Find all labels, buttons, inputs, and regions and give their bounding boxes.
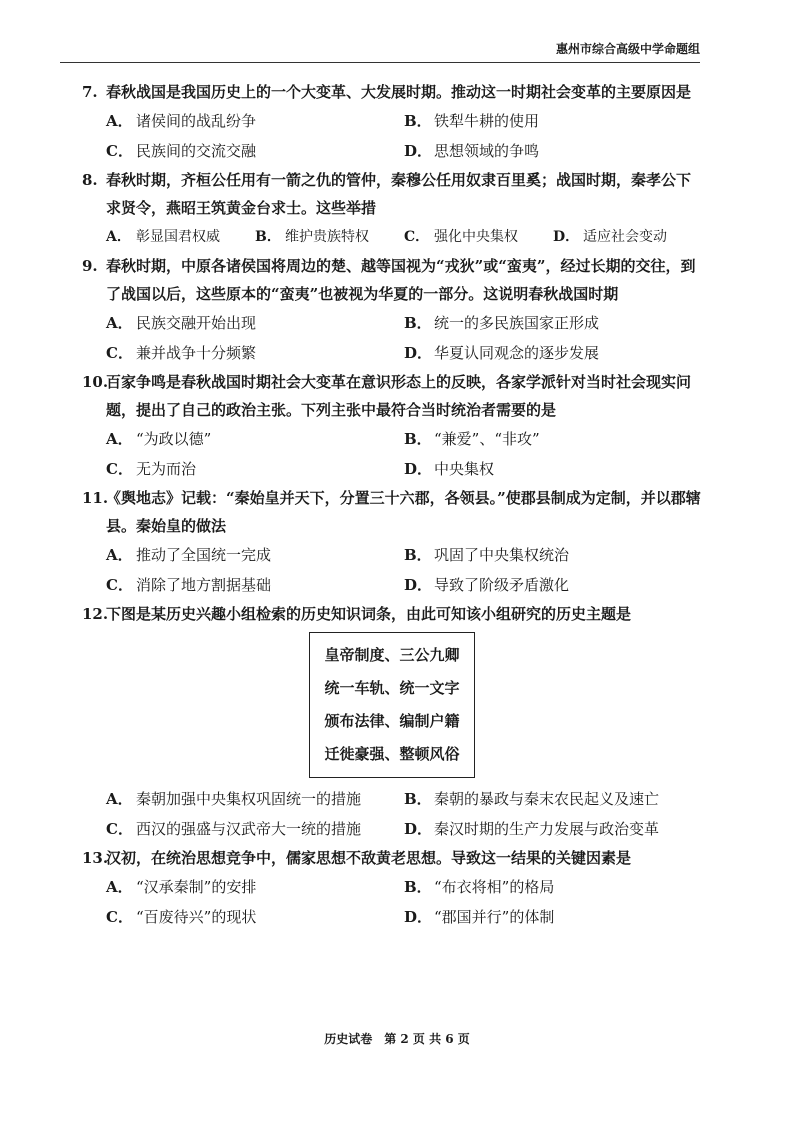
option-letter: C．	[106, 820, 133, 838]
option-letter: A．	[106, 878, 133, 896]
option-letter: B．	[404, 430, 432, 448]
question-stem	[82, 166, 702, 222]
option-list	[82, 784, 702, 844]
option-letter: A．	[106, 112, 133, 130]
option-text: “布衣将相”的格局	[434, 878, 555, 896]
option-letter: C．	[106, 576, 133, 594]
question-list	[82, 78, 702, 932]
option-text: 维护贵族特权	[285, 229, 369, 245]
question-number: 13.	[82, 849, 109, 867]
option-d[interactable]	[404, 136, 702, 166]
option-b[interactable]	[404, 424, 702, 454]
option-a[interactable]	[106, 308, 404, 338]
question-number: 11.	[82, 489, 109, 507]
keyword-box-wrap	[82, 632, 702, 778]
question-text: 春秋时期，中原各诸侯国将周边的楚、越等国视为“戎狄”或“蛮夷”，经过长期的交往，到了战国以后，这些原本的“蛮夷”也被视为华夏的一部分。这说明春秋战国时期	[106, 257, 696, 303]
option-text: 秦朝加强中央集权巩固统一的措施	[136, 790, 362, 808]
option-letter: C．	[404, 229, 430, 245]
option-letter: C．	[106, 142, 133, 160]
question-text: 百家争鸣是春秋战国时期社会大变革在意识形态上的反映，各家学派针对当时社会现实问题，提出了自己的政治主张。下列主张中最符合当时统治者需要的是	[106, 373, 692, 419]
question-11	[82, 484, 702, 600]
question-text: 下图是某历史兴趣小组检索的历史知识词条，由此可知该小组研究的历史主题是	[106, 605, 632, 623]
option-text: 秦汉时期的生产力发展与政治变革	[434, 820, 660, 838]
option-letter: A．	[106, 229, 131, 245]
option-b[interactable]	[255, 222, 404, 252]
question-number: 7.	[82, 83, 98, 101]
option-text: 统一的多民族国家正形成	[434, 314, 600, 332]
option-text: 华夏认同观念的逐步发展	[434, 344, 600, 362]
page-footer: 历史试卷 第 2 页 共 6 页	[324, 1032, 470, 1046]
option-letter: A．	[106, 790, 133, 808]
option-text: “兼爱”、“非攻”	[434, 430, 540, 448]
question-10	[82, 368, 702, 484]
question-7	[82, 78, 702, 166]
question-stem	[82, 600, 702, 628]
option-letter: B．	[255, 229, 281, 245]
option-c[interactable]	[106, 136, 404, 166]
option-b[interactable]	[404, 872, 702, 902]
option-letter: B．	[404, 878, 432, 896]
option-c[interactable]	[106, 902, 404, 932]
option-text: 消除了地方割据基础	[136, 576, 272, 594]
option-list	[82, 106, 702, 166]
option-text: 民族间的交流交融	[136, 142, 257, 160]
question-text: 汉初，在统治思想竞争中，儒家思想不敌黄老思想。导致这一结果的关键因素是	[106, 849, 632, 867]
option-letter: B．	[404, 546, 432, 564]
option-c[interactable]	[106, 454, 404, 484]
option-text: “百废待兴”的现状	[136, 908, 257, 926]
option-letter: A．	[106, 430, 133, 448]
question-text: 春秋战国是我国历史上的一个大变革、大发展时期。推动这一时期社会变革的主要原因是	[106, 83, 692, 101]
option-text: “汉承秦制”的安排	[136, 878, 257, 896]
option-a[interactable]	[106, 106, 404, 136]
question-text: 《舆地志》记载：“秦始皇并天下，分置三十六郡，各领县。”使郡县制成为定制，并以郡辖县。秦始皇的做法	[106, 489, 701, 535]
option-a[interactable]	[106, 784, 404, 814]
question-8	[82, 166, 702, 252]
option-b[interactable]	[404, 540, 702, 570]
option-text: 思想领域的争鸣	[434, 142, 540, 160]
keyword-box	[309, 632, 474, 778]
option-list	[82, 424, 702, 484]
question-stem	[82, 78, 702, 106]
option-letter: D．	[404, 142, 433, 160]
header-org: 惠州市综合高级中学命题组	[555, 42, 700, 56]
option-letter: C．	[106, 908, 133, 926]
question-9	[82, 252, 702, 368]
option-letter: C．	[106, 344, 133, 362]
option-list	[82, 222, 702, 252]
option-b[interactable]	[404, 308, 702, 338]
option-text: 彰显国君权威	[136, 229, 220, 245]
option-letter: D．	[404, 576, 433, 594]
question-13	[82, 844, 702, 932]
question-number: 12.	[82, 605, 109, 623]
option-letter: D．	[404, 460, 433, 478]
question-stem	[82, 844, 702, 872]
option-list	[82, 872, 702, 932]
option-letter: D．	[404, 344, 433, 362]
option-d[interactable]	[404, 814, 702, 844]
option-a[interactable]	[106, 540, 404, 570]
option-d[interactable]	[553, 222, 702, 252]
option-c[interactable]	[106, 814, 404, 844]
option-text: 强化中央集权	[434, 229, 518, 245]
option-letter: D．	[404, 908, 433, 926]
question-number: 10.	[82, 373, 109, 391]
option-text: 适应社会变动	[583, 229, 667, 245]
keyword-line: 统一车轨、统一文字	[324, 679, 460, 697]
option-a[interactable]	[106, 222, 255, 252]
option-text: 诸侯间的战乱纷争	[136, 112, 257, 130]
option-d[interactable]	[404, 338, 702, 368]
option-letter: D．	[553, 229, 580, 245]
option-b[interactable]	[404, 784, 702, 814]
keyword-line: 迁徙豪强、整顿风俗	[324, 745, 460, 763]
option-d[interactable]	[404, 902, 702, 932]
question-text: 春秋时期，齐桓公任用有一箭之仇的管仲，秦穆公任用奴隶百里奚；战国时期，秦孝公下求贤令，燕昭王筑黄金台求士。这些举措	[106, 171, 692, 217]
question-12	[82, 600, 702, 844]
option-d[interactable]	[404, 454, 702, 484]
option-a[interactable]	[106, 424, 404, 454]
option-list	[82, 540, 702, 600]
option-c[interactable]	[404, 222, 553, 252]
option-list	[82, 308, 702, 368]
option-letter: C．	[106, 460, 133, 478]
option-c[interactable]	[106, 338, 404, 368]
option-text: 秦朝的暴政与秦末农民起义及速亡	[434, 790, 660, 808]
option-text: 民族交融开始出现	[136, 314, 257, 332]
question-stem	[82, 252, 702, 308]
option-text: 巩固了中央集权统治	[434, 546, 570, 564]
question-number: 8.	[82, 171, 98, 189]
question-stem	[82, 368, 702, 424]
option-letter: A．	[106, 314, 133, 332]
option-d[interactable]	[404, 570, 702, 600]
option-text: 导致了阶级矛盾激化	[434, 576, 570, 594]
keyword-line: 颁布法律、编制户籍	[324, 712, 460, 730]
option-letter: D．	[404, 820, 433, 838]
option-text: 中央集权	[434, 460, 495, 478]
option-letter: A．	[106, 546, 133, 564]
option-b[interactable]	[404, 106, 702, 136]
option-text: 西汉的强盛与汉武帝大一统的措施	[136, 820, 362, 838]
keyword-line: 皇帝制度、三公九卿	[324, 646, 460, 664]
option-letter: B．	[404, 112, 432, 130]
option-text: 铁犁牛耕的使用	[434, 112, 540, 130]
question-stem	[82, 484, 702, 540]
option-letter: B．	[404, 314, 432, 332]
option-text: 推动了全国统一完成	[136, 546, 272, 564]
option-a[interactable]	[106, 872, 404, 902]
page-header	[60, 38, 700, 63]
option-text: “为政以德”	[136, 430, 212, 448]
option-text: “郡国并行”的体制	[434, 908, 555, 926]
question-number: 9.	[82, 257, 98, 275]
option-letter: B．	[404, 790, 432, 808]
option-text: 兼并战争十分频繁	[136, 344, 257, 362]
option-c[interactable]	[106, 570, 404, 600]
option-text: 无为而治	[136, 460, 197, 478]
